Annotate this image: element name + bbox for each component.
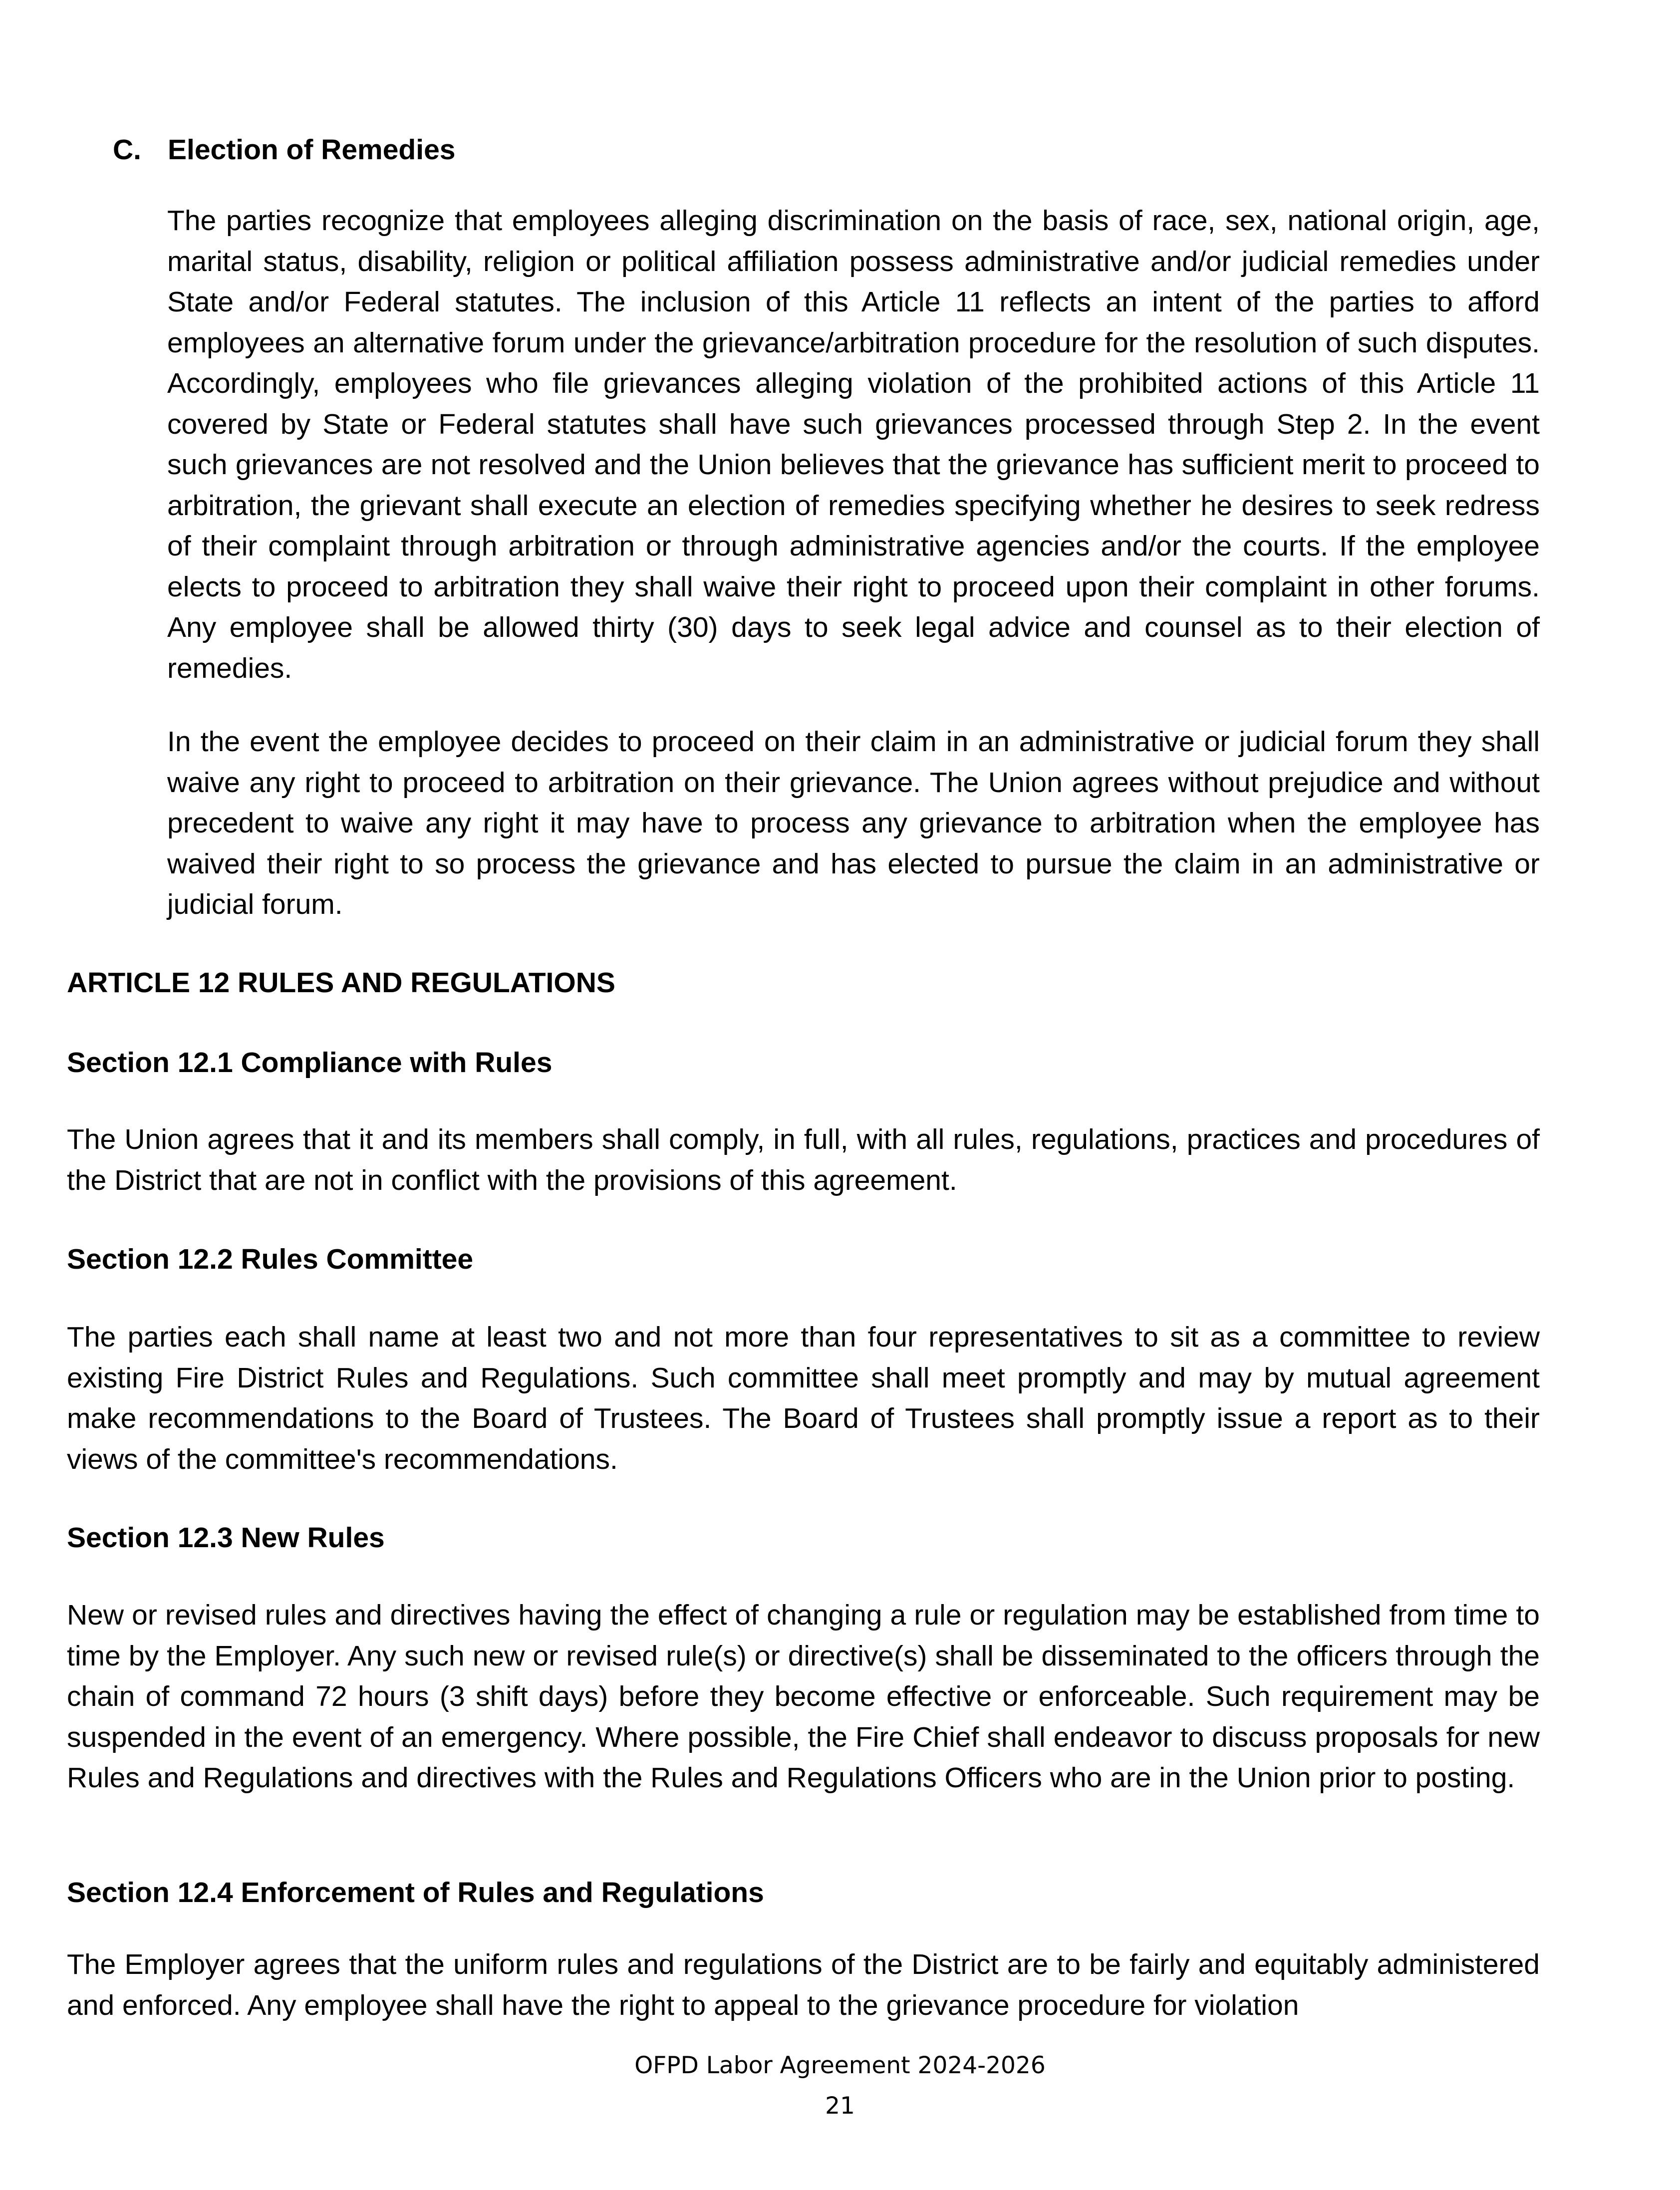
election-of-remedies-paragraph-2: In the event the employee decides to proceed on their claim in an administrative or judicial forum they shall waive any right to proceed to arbitration on their grievance. The Union agrees without prejudice and without precedent to waive any right it may have to process any grievance to arbitration when the employee has waived their right to so process the grievance and has elected to pursue the claim in an administrative or judicial forum. bbox=[167, 726, 1540, 920]
section-12-4-text: The Employer agrees that the uniform rules and regulations of the District are to be fairly and equitably administered and enforced. Any employee shall have the right to appeal to the grievance procedure for violation bbox=[67, 1948, 1540, 2021]
election-of-remedies-paragraph-1: The parties recognize that employees alleging discrimination on the basis of race, sex, national origin, age, marital status, disability, religion or political affiliation possess administrative and/or judicial remedies under State and/or Federal statutes. The inclusion of this Article 11 reflects an intent of the parties to afford employees an alternative forum under the grievance/arbitration procedure for the resolution of such disputes. Accordingly, employees who file grievances alleging violation of the prohibited actions of this Article 11 covered by State or Federal statutes shall have such grievances processed through Step 2. In the event such grievances are not resolved and the Union believes that the grievance has sufficient merit to proceed to arbitration, the grievant shall execute an election of remedies specifying whether he desires to seek redress of their complaint through arbitration or through administrative agencies and/or the courts. If the employee elects to proceed to arbitration they shall waive their right to proceed upon their complaint in other forums. Any employee shall be allowed thirty (30) days to seek legal advice and counsel as to their election of remedies. bbox=[167, 205, 1540, 684]
section-12-3-text: New or revised rules and directives having the effect of changing a rule or regulation may be established from time to time by the Employer. Any such new or revised rule(s) or directive(s) shall be disseminated to the officers through the chain of command 72 hours (3 shift days) before they become effective or enforceable. Such requirement may be suspended in the event of an emergency. Where possible, the Fire Chief shall endeavor to discuss proposals for new Rules and Regulations and directives with the Rules and Regulations Officers who are in the Union prior to posting. bbox=[67, 1599, 1540, 1794]
footer-page-number: 21 bbox=[825, 2092, 855, 2120]
section-12-2-heading: Section 12.2 Rules Committee bbox=[67, 1243, 474, 1275]
section-12-2-text: The parties each shall name at least two and not more than four representatives to sit as a committee to review existing Fire District Rules and Regulations. Such committee shall meet promptly and may by mutual agreement make recommendations to the Board of Trustees. The Board of Trustees shall promptly issue a report as to their views of the committee's recommendations. bbox=[67, 1321, 1540, 1475]
section-c-heading bbox=[113, 132, 456, 167]
section-c-title: Election of Remedies bbox=[168, 134, 456, 166]
section-12-1-heading: Section 12.1 Compliance with Rules bbox=[67, 1047, 553, 1079]
section-12-4-heading: Section 12.4 Enforcement of Rules and Regulations bbox=[67, 1877, 764, 1909]
section-12-3-heading: Section 12.3 New Rules bbox=[67, 1522, 385, 1554]
footer-document-title: OFPD Labor Agreement 2024-2026 bbox=[634, 2052, 1046, 2079]
section-12-1-text: The Union agrees that it and its members shall comply, in full, with all rules, regulations, practices and procedures of the District that are not in conflict with the provisions of this agreement. bbox=[67, 1123, 1540, 1196]
article-12-title: ARTICLE 12 RULES AND REGULATIONS bbox=[67, 967, 615, 999]
section-c-letter: C. bbox=[113, 134, 141, 166]
